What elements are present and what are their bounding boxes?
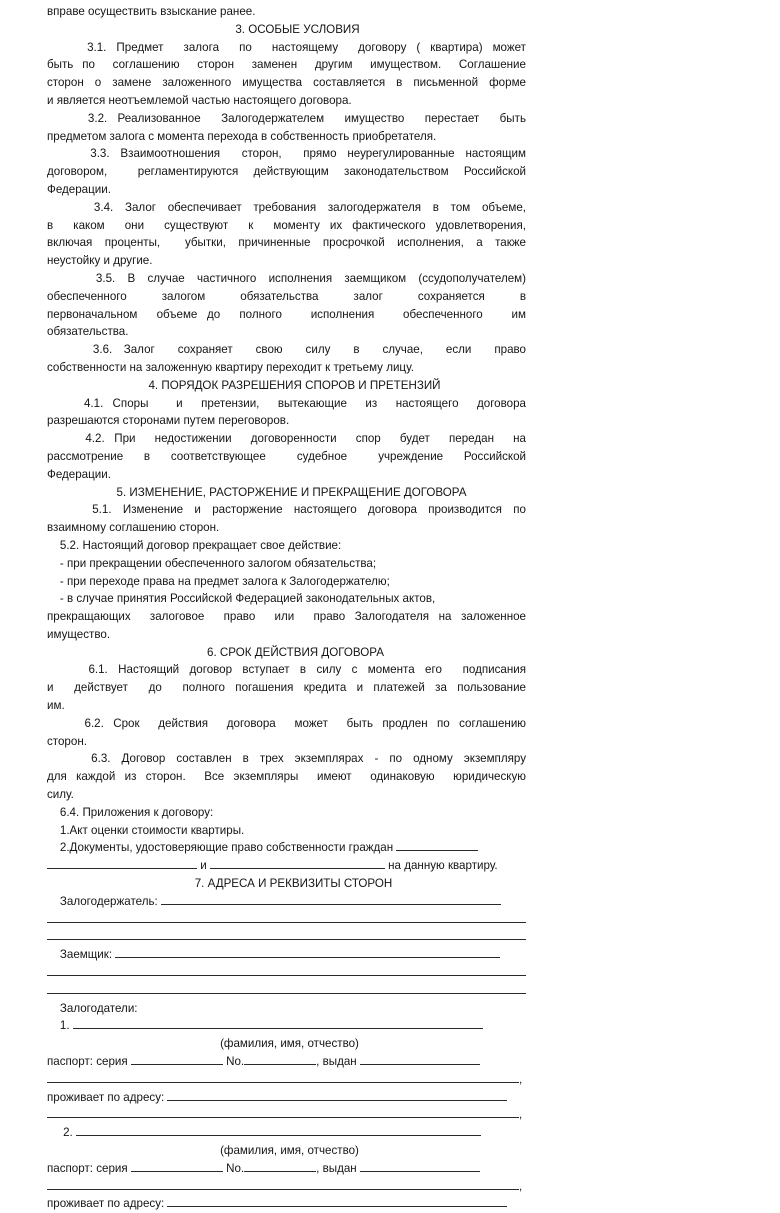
- pledgor-1-name-blank[interactable]: [73, 1020, 483, 1029]
- clause-3-6-line-1: 3.6. Залог сохраняет свою силу в случае, если право: [47, 343, 526, 357]
- continued-line: вправе осуществить взыскание ранее.: [47, 5, 256, 18]
- document-body: [47, 3, 526, 1213]
- clause-3-4-line-1: 3.4. Залог обеспечивает требования залогодержателя в том объеме,: [47, 200, 527, 214]
- section-heading-6: 6. СРОК ДЕЙСТВИЯ ДОГОВОРА: [207, 645, 384, 659]
- pledgor-1-passport-cont-line: [47, 1071, 526, 1089]
- section-heading-4: 4. ПОРЯДОК РАЗРЕШЕНИЯ СПОРОВ И ПРЕТЕНЗИЙ: [148, 378, 441, 392]
- borrower-label: Заемщик:: [47, 948, 116, 962]
- pledgee-blank-3[interactable]: [47, 931, 526, 940]
- pledgee-blank-row-3: [47, 928, 526, 946]
- clause-3-5-line-2: обеспеченного залогом обязательства залог сохраняется в: [47, 289, 526, 303]
- clause-4-2-line-1: 4.2. При недостижении договоренности спор будет передан на: [47, 432, 526, 446]
- pledgor-2-address-line: [47, 1195, 526, 1213]
- clause-4-2-line-2: рассмотрение в соответствующее судебное учреждение Российской: [47, 449, 526, 463]
- pledgee-blank-1[interactable]: [161, 896, 501, 905]
- clause-6-3-line-3: силу.: [47, 788, 74, 802]
- appendix-item-2-prefix: 2.Документы, удостоверяющие право собственности граждан: [47, 841, 397, 855]
- pledgor-1-comma-tail: ,: [519, 1072, 523, 1086]
- clause-4-1-line-1: 4.1. Споры и претензии, вытекающие из настоящего договора: [47, 396, 527, 410]
- pledgor-1-passport-cont-blank[interactable]: [47, 1073, 519, 1082]
- pledgor-2-passport-prefix: паспорт: серия: [47, 1161, 131, 1175]
- clause-3-3-line-3: Федерации.: [47, 182, 111, 196]
- clause-3-3-line-2: договором, регламентируются действующим законодательством Российской: [47, 165, 526, 179]
- clause-6-2-line-2: сторон.: [47, 734, 87, 748]
- borrower-blank-row-3: [47, 982, 526, 1000]
- clause-5-2-line-5: прекращающих залоговое право или право Залогодателя на заложенное: [47, 610, 526, 624]
- pledgee-blank-2[interactable]: [47, 913, 526, 922]
- clause-3-4-line-2: в каком они существуют к моменту их фактического удовлетворения,: [47, 218, 526, 232]
- clause-3-6-line-2: собственности на заложенную квартиру переходит к третьему лицу.: [47, 360, 414, 374]
- clause-6-1-line-2: и действует до полного погашения кредита и платежей за пользование: [47, 681, 526, 695]
- clause-3-5-line-4: обязательства.: [47, 325, 129, 339]
- section-heading-5: 5. ИЗМЕНЕНИЕ, РАСТОРЖЕНИЕ И ПРЕКРАЩЕНИЕ ДОГОВОРА: [116, 485, 467, 499]
- pledgor-2-number: 2.: [47, 1126, 76, 1140]
- pledgor-1-address-cont-blank[interactable]: [47, 1109, 519, 1118]
- clause-5-2-line-6: имущество.: [47, 627, 111, 641]
- appendix-item-2-mid: и: [197, 859, 210, 873]
- appendix-blank-3[interactable]: [210, 860, 385, 869]
- pledgor-1-passport-no-label: No.: [222, 1055, 245, 1069]
- clause-6-3-line-1: 6.3. Договор составлен в трех экземплярах - по одному экземпляру: [47, 752, 526, 766]
- pledgee-label: Залогодержатель:: [47, 894, 161, 908]
- clause-5-2-bullet-2: - при переходе права на предмет залога к Залогодержателю;: [47, 574, 390, 588]
- pledgor-2-passport-line: [47, 1160, 526, 1178]
- clause-3-3-line-1: 3.3. Взаимоотношения сторон, прямо неурегулированные настоящим: [47, 147, 526, 161]
- pledgors-label: Залогодатели:: [47, 1001, 138, 1015]
- pledgor-1-name-line: [47, 1017, 526, 1035]
- clause-5-2-line-1: 5.2. Настоящий договор прекращает свое действие:: [47, 538, 342, 552]
- appendix-blank-2[interactable]: [47, 860, 197, 869]
- pledgee-field-line: [47, 893, 526, 911]
- pledgor-1-passport-line: [47, 1053, 526, 1071]
- clause-3-5-line-1: 3.5. В случае частичного исполнения заемщиком (ссудополучателем): [47, 271, 527, 285]
- pledgor-1-address-cont-line: [47, 1106, 526, 1124]
- pledgor-1-address-line: [47, 1089, 526, 1107]
- pledgor-1-address-tail: ,: [519, 1108, 523, 1122]
- pledgor-2-fio-caption: (фамилия, имя, отчество): [220, 1144, 359, 1157]
- clause-6-4-line-1: 6.4. Приложения к договору:: [47, 805, 214, 819]
- pledgor-1-address-label: проживает по адресу:: [47, 1090, 168, 1104]
- pledgor-1-address-blank[interactable]: [167, 1091, 507, 1100]
- section-heading-3: 3. ОСОБЫЕ УСЛОВИЯ: [235, 22, 360, 36]
- pledgor-2-name-blank[interactable]: [76, 1127, 481, 1136]
- clause-3-1-line-4: и является неотъемлемой частью настоящего договора.: [47, 93, 352, 107]
- pledgee-blank-row-2: [47, 911, 526, 929]
- pledgor-2-comma-tail: ,: [519, 1179, 523, 1193]
- pledgor-2-name-line: [47, 1124, 526, 1142]
- section-heading-7: 7. АДРЕСА И РЕКВИЗИТЫ СТОРОН: [194, 877, 393, 891]
- pledgor-1-fio-caption: (фамилия, имя, отчество): [220, 1037, 359, 1051]
- borrower-field-line: [47, 946, 526, 964]
- pledgor-1-passport-prefix: паспорт: серия: [47, 1055, 131, 1069]
- pledgor-2-passport-no-blank[interactable]: [244, 1162, 316, 1171]
- pledgor-1-number: 1.: [47, 1019, 73, 1033]
- borrower-blank-3[interactable]: [47, 984, 526, 993]
- pledgor-2-address-blank[interactable]: [167, 1198, 507, 1207]
- borrower-blank-2[interactable]: [47, 967, 526, 976]
- borrower-blank-row-2: [47, 964, 526, 982]
- appendix-item-2-line-2: [47, 857, 526, 875]
- pledgor-2-passport-cont-line: [47, 1178, 526, 1196]
- clause-4-2-line-3: Федерации.: [47, 467, 111, 481]
- clause-3-2-line-1: 3.2. Реализованное Залогодержателем имущество перестает быть: [47, 111, 526, 125]
- clause-3-4-line-4: неустойку и другие.: [47, 254, 153, 268]
- clause-3-4-line-3: включая проценты, убытки, причиненные просрочкой исполнения, а также: [47, 236, 526, 250]
- clause-6-1-line-1: 6.1. Настоящий договор вступает в силу с момента его подписания: [47, 663, 526, 677]
- pledgor-1-passport-no-blank[interactable]: [244, 1056, 316, 1065]
- pledgor-1-passport-issued-blank[interactable]: [360, 1056, 480, 1065]
- pledgor-2-address-label: проживает по адресу:: [47, 1197, 168, 1211]
- pledgor-2-passport-issued-blank[interactable]: [360, 1162, 480, 1171]
- pledgor-2-passport-issued-label: , выдан: [316, 1161, 360, 1175]
- clause-6-3-line-2: для каждой из сторон. Все экземпляры имеют одинаковую юридическую: [47, 770, 526, 784]
- clause-3-1-line-1: 3.1. Предмет залога по настоящему договору ( квартира) может: [47, 40, 526, 54]
- clause-6-1-line-3: им.: [47, 699, 65, 713]
- clause-4-1-line-2: разрешаются сторонами путем переговоров.: [47, 414, 290, 428]
- borrower-blank-1[interactable]: [115, 949, 500, 958]
- pledgor-2-passport-series-blank[interactable]: [131, 1162, 223, 1171]
- appendix-item-2-line-1: [47, 839, 526, 857]
- clause-3-2-line-2: предметом залога с момента перехода в собственность приобретателя.: [47, 129, 437, 143]
- clause-3-1-line-2: быть по соглашению сторон заменен другим имуществом. Соглашение: [47, 58, 526, 72]
- appendix-blank-1[interactable]: [396, 842, 478, 851]
- clause-5-1-line-1: 5.1. Изменение и расторжение настоящего договора производится по: [47, 503, 526, 517]
- clause-3-5-line-3: первоначальном объеме до полного исполнения обеспеченного им: [47, 307, 526, 321]
- clause-5-2-bullet-3: - в случае принятия Российской Федерацией законодательных актов,: [47, 592, 436, 606]
- clause-6-2-line-1: 6.2. Срок действия договора может быть продлен по соглашению: [47, 716, 527, 730]
- pledgor-2-passport-cont-blank[interactable]: [47, 1180, 519, 1189]
- appendix-item-1: 1.Акт оценки стоимости квартиры.: [47, 823, 245, 837]
- pledgor-1-passport-series-blank[interactable]: [131, 1056, 223, 1065]
- pledgor-1-passport-issued-label: , выдан: [316, 1055, 360, 1069]
- appendix-item-2-suffix: на данную квартиру.: [384, 859, 498, 873]
- clause-5-1-line-2: взаимному соглашению сторон.: [47, 521, 220, 535]
- clause-3-1-line-3: сторон о замене заложенного имущества составляется в письменной форме: [47, 76, 526, 90]
- clause-5-2-bullet-1: - при прекращении обеспеченного залогом обязательства;: [47, 556, 377, 570]
- pledgor-2-passport-no-label: No.: [222, 1161, 245, 1175]
